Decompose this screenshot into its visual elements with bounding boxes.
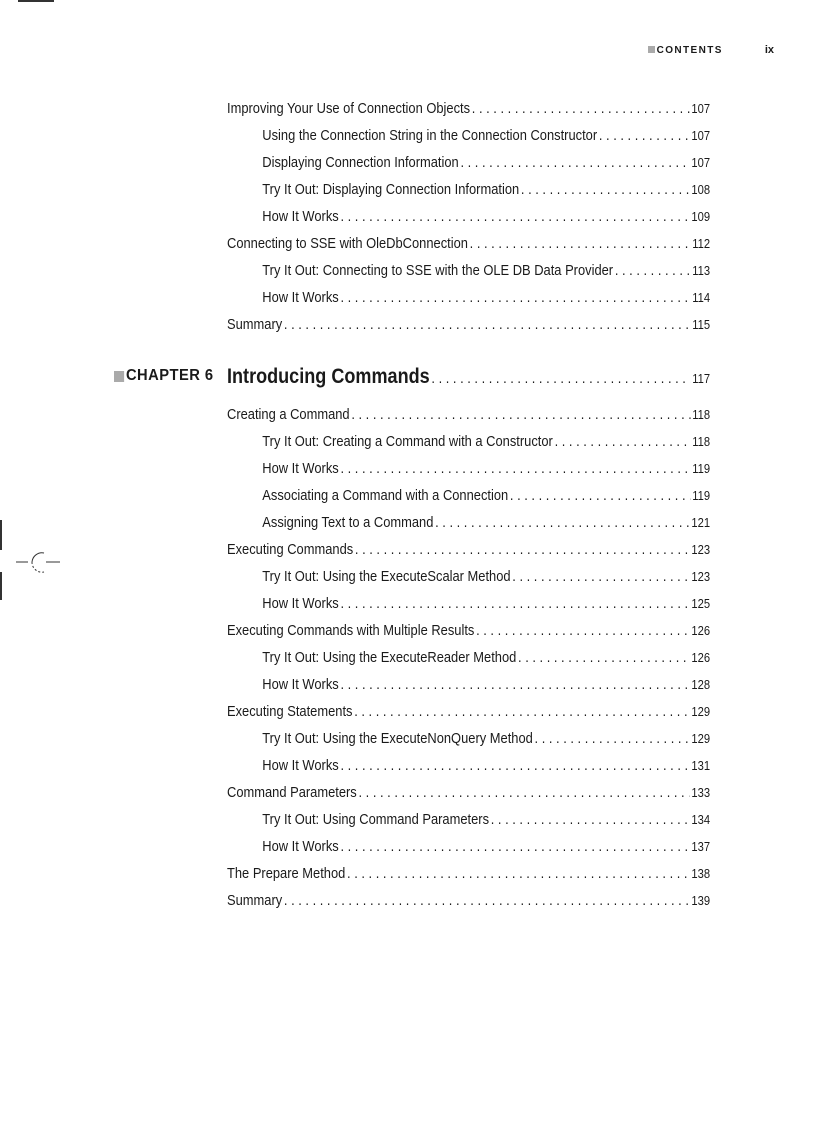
toc-entry-title: How It Works bbox=[262, 838, 339, 855]
toc-entry[interactable] bbox=[227, 230, 710, 257]
toc-entry-page: 123 bbox=[691, 569, 711, 584]
toc-subentry[interactable] bbox=[227, 590, 710, 617]
header-square-icon bbox=[648, 46, 655, 53]
toc-entry-title: Executing Statements bbox=[227, 703, 353, 720]
toc-subentry[interactable] bbox=[227, 563, 710, 590]
toc-entry-page: 126 bbox=[691, 623, 711, 638]
toc-entry-title: How It Works bbox=[262, 595, 339, 612]
chapter-title-entry[interactable] bbox=[227, 362, 710, 392]
toc-entry-page: 119 bbox=[692, 461, 711, 476]
toc-subentry[interactable] bbox=[227, 428, 710, 455]
toc-entry-page: 108 bbox=[691, 182, 711, 197]
crop-mark-left-lower bbox=[0, 572, 2, 600]
dot-leader bbox=[354, 698, 689, 725]
toc-entry-page: 123 bbox=[691, 542, 711, 557]
chapter-title: Introducing Commands bbox=[227, 365, 430, 388]
dot-leader bbox=[555, 428, 691, 455]
toc-subentry[interactable] bbox=[227, 806, 710, 833]
dot-leader bbox=[476, 617, 690, 644]
toc-entry[interactable] bbox=[227, 698, 710, 725]
dot-leader bbox=[510, 482, 691, 509]
dot-leader bbox=[340, 752, 689, 779]
toc-entry-title: Try It Out: Using the ExecuteReader Method bbox=[262, 649, 517, 666]
toc-entry-page: 112 bbox=[692, 236, 711, 251]
toc-subentry[interactable] bbox=[227, 284, 710, 311]
toc-entry-title: Try It Out: Using the ExecuteNonQuery Method bbox=[262, 730, 533, 747]
toc-entry[interactable] bbox=[227, 536, 710, 563]
toc-subentry[interactable] bbox=[227, 644, 710, 671]
dot-leader bbox=[340, 671, 689, 698]
dot-leader bbox=[615, 257, 691, 284]
toc-entry-title: Executing Commands bbox=[227, 541, 354, 558]
toc-entry-title: The Prepare Method bbox=[227, 865, 346, 882]
toc-entry-page: 138 bbox=[691, 866, 711, 881]
toc-entry-page: 126 bbox=[691, 650, 711, 665]
toc-entry-title: How It Works bbox=[262, 289, 339, 306]
toc-entry-page: 113 bbox=[692, 263, 711, 278]
dot-leader bbox=[284, 311, 691, 338]
dot-leader bbox=[535, 725, 690, 752]
toc-subentry[interactable] bbox=[227, 455, 710, 482]
toc-entry[interactable] bbox=[227, 401, 710, 428]
dot-leader bbox=[518, 644, 690, 671]
toc-entry-title: How It Works bbox=[262, 757, 339, 774]
toc-section-2 bbox=[227, 401, 710, 914]
dot-leader bbox=[431, 364, 690, 394]
dot-leader bbox=[284, 887, 690, 914]
toc-entry-page: 107 bbox=[691, 155, 711, 170]
toc-entry-title: Try It Out: Connecting to SSE with the OLE DB Data Provider bbox=[262, 262, 614, 279]
toc-entry-title: How It Works bbox=[262, 460, 339, 477]
toc-entry-title: Try It Out: Displaying Connection Information bbox=[262, 181, 520, 198]
toc-subentry[interactable] bbox=[227, 203, 710, 230]
toc-entry-title: Improving Your Use of Connection Objects bbox=[227, 100, 471, 117]
toc-entry-title: Assigning Text to a Command bbox=[262, 514, 434, 531]
chapter-label bbox=[114, 367, 214, 385]
toc-section-1 bbox=[227, 95, 710, 338]
toc-entry-page: 133 bbox=[691, 785, 711, 800]
chapter-label-text: CHAPTER 6 bbox=[125, 367, 214, 384]
toc-subentry[interactable] bbox=[227, 752, 710, 779]
toc-entry-page: 134 bbox=[691, 812, 711, 827]
dot-leader bbox=[491, 806, 690, 833]
toc-entry-page: 129 bbox=[691, 731, 711, 746]
toc-entry-title: Connecting to SSE with OleDbConnection bbox=[227, 235, 468, 252]
toc-entry-title: Try It Out: Using the ExecuteScalar Method bbox=[262, 568, 511, 585]
toc-entry[interactable] bbox=[227, 95, 710, 122]
toc-entry-page: 109 bbox=[691, 209, 711, 224]
toc-entry-page: 128 bbox=[691, 677, 711, 692]
dot-leader bbox=[355, 536, 690, 563]
toc-subentry[interactable] bbox=[227, 671, 710, 698]
toc-entry-title: Summary bbox=[227, 316, 283, 333]
toc-entry-title: Summary bbox=[227, 892, 283, 909]
toc-entry-page: 114 bbox=[692, 290, 711, 305]
toc-entry-title: How It Works bbox=[262, 208, 339, 225]
toc-entry-title: Command Parameters bbox=[227, 784, 357, 801]
toc-entry-page: 118 bbox=[692, 434, 711, 449]
toc-entry[interactable] bbox=[227, 311, 710, 338]
toc-entry-title: Associating a Command with a Connection bbox=[262, 487, 509, 504]
toc-entry-page: 115 bbox=[692, 317, 711, 332]
chapter-square-icon bbox=[114, 371, 124, 382]
toc-entry-page: 125 bbox=[691, 596, 711, 611]
toc-subentry[interactable] bbox=[227, 482, 710, 509]
dot-leader bbox=[340, 455, 690, 482]
dot-leader bbox=[340, 284, 690, 311]
toc-entry-title: Executing Commands with Multiple Results bbox=[227, 622, 475, 639]
toc-entry-title: Try It Out: Creating a Command with a Constructor bbox=[262, 433, 553, 450]
header-section-title: CONTENTS bbox=[656, 44, 723, 56]
dot-leader bbox=[472, 95, 690, 122]
toc-entry-title: How It Works bbox=[262, 676, 339, 693]
toc-entry-page: 137 bbox=[691, 839, 711, 854]
dot-leader bbox=[470, 230, 691, 257]
toc-subentry[interactable] bbox=[227, 257, 710, 284]
dot-leader bbox=[460, 149, 689, 176]
toc-entry-page: 119 bbox=[692, 488, 711, 503]
dot-leader bbox=[340, 590, 689, 617]
toc-entry-page: 131 bbox=[691, 758, 711, 773]
toc-entry[interactable] bbox=[227, 617, 710, 644]
dot-leader bbox=[340, 203, 689, 230]
toc-subentry[interactable] bbox=[227, 122, 710, 149]
dot-leader bbox=[512, 563, 689, 590]
toc-entry-page: 121 bbox=[691, 515, 711, 530]
toc-subentry[interactable] bbox=[227, 725, 710, 752]
toc-entry-page: 139 bbox=[691, 893, 711, 908]
toc-entry[interactable] bbox=[227, 779, 710, 806]
chapter-heading bbox=[0, 362, 816, 394]
toc-entry[interactable] bbox=[227, 887, 710, 914]
toc-entry-page: 107 bbox=[691, 128, 711, 143]
toc-entry-title: Try It Out: Using Command Parameters bbox=[262, 811, 490, 828]
toc-subentry[interactable] bbox=[227, 176, 710, 203]
dot-leader bbox=[340, 833, 689, 860]
toc-entry-page: 129 bbox=[691, 704, 711, 719]
running-header bbox=[648, 44, 774, 56]
toc-subentry[interactable] bbox=[227, 509, 710, 536]
dot-leader bbox=[358, 779, 689, 806]
dot-leader bbox=[351, 401, 690, 428]
toc-entry-title: Using the Connection String in the Connection Constructor bbox=[262, 127, 598, 144]
crop-mark-left-upper bbox=[0, 520, 2, 550]
dot-leader bbox=[435, 509, 690, 536]
dot-leader bbox=[521, 176, 690, 203]
toc-entry-page: 107 bbox=[691, 101, 711, 116]
dot-leader bbox=[347, 860, 690, 887]
toc-subentry[interactable] bbox=[227, 833, 710, 860]
toc-entry-page: 118 bbox=[692, 407, 711, 422]
crop-mark-top bbox=[18, 0, 54, 2]
dot-leader bbox=[599, 122, 690, 149]
toc-entry[interactable] bbox=[227, 860, 710, 887]
toc-subentry[interactable] bbox=[227, 149, 710, 176]
toc-entry-title: Creating a Command bbox=[227, 406, 350, 423]
chapter-page: 117 bbox=[692, 371, 711, 386]
toc-entry-title: Displaying Connection Information bbox=[262, 154, 459, 171]
header-page-number: ix bbox=[764, 44, 774, 56]
registration-mark-icon bbox=[16, 548, 62, 576]
